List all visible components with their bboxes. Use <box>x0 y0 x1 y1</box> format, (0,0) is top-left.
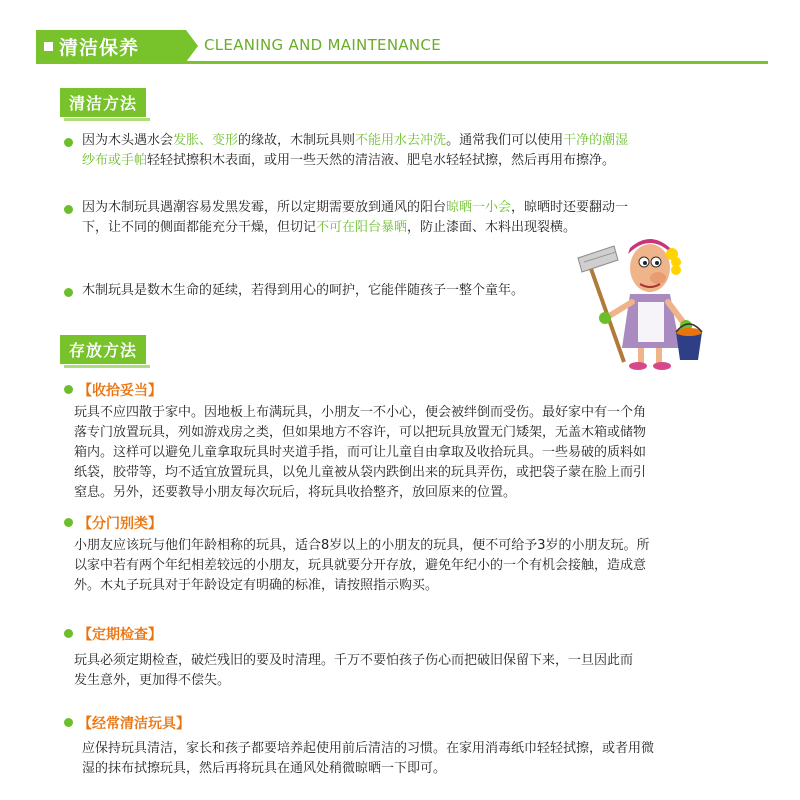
header-underline <box>36 61 768 64</box>
body-line: 纸袋，胶带等，均不适宜放置玩具，以免儿童被从袋内跌倒出来的玩具弄伤，或把袋子蒙在脸上而引 <box>74 465 647 480</box>
highlight-no-sun: 不可在阳台暴晒 <box>316 220 408 235</box>
cleaning-paragraph-2 <box>64 198 628 238</box>
highlight-air-dry: 晾晒一小会 <box>446 200 512 215</box>
cleaning-p2-line-1: 因为木制玩具遇潮容易发黑发霉，所以定期需要放到通风的阳台晾晒一小会，晾晒时还要翻动一 <box>82 200 629 215</box>
header-subtitle-en: CLEANING AND MAINTENANCE <box>204 36 441 54</box>
green-dot-icon <box>64 718 73 727</box>
cleaning-section-title: 清洁方法 <box>60 88 146 117</box>
body-line: 湿的抹布拭擦玩具，然后再将玩具在通风处稍微晾晒一下即可。 <box>82 761 447 776</box>
cleaning-p3-text: 木制玩具是数木生命的延续，若得到用心的呵护，它能伴随孩子一整个童年。 <box>82 283 525 298</box>
highlight-damp: 干净的潮湿 <box>563 133 629 148</box>
header-title: 清洁保养 <box>59 36 140 59</box>
green-dot-icon <box>64 138 73 147</box>
highlight-gauze: 纱布或手帕 <box>82 153 148 168</box>
cleaning-lady-cartoon <box>572 232 722 372</box>
section-header-bar <box>36 30 186 62</box>
cleaning-paragraph-3 <box>64 281 524 301</box>
body-line: 以家中若有两个年纪相差较远的小朋友，玩具就要分开存放，避免年纪小的一个有机会接触，造成意 <box>74 558 647 573</box>
body-line: 玩具必须定期检查，破烂残旧的要及时清理。千万不要怕孩子伤心而把破旧保留下来，一旦因此而 <box>74 653 634 668</box>
highlight-swell: 发胀、变形 <box>173 133 239 148</box>
cleaning-p2-line-2: 下，让不同的侧面都能充分干燥，但切记不可在阳台暴晒，防止漆面、木料出现裂横。 <box>82 220 577 235</box>
body-line: 外。木丸子玩具对于年龄设定有明确的标准，请按照指示购买。 <box>74 578 439 593</box>
storage-clean-body <box>82 739 654 779</box>
body-line: 发生意外，更加得不偿失。 <box>74 673 231 688</box>
green-dot-icon <box>64 288 73 297</box>
body-line: 落专门放置玩具，列如游戏房之类，但如果地方不容许，可以把玩具放置无门矮架，无盖木箱或储物 <box>74 425 647 440</box>
body-line: 箱内。这样可以避免儿童拿取玩具时夹道手指，而可让儿童自由拿取及收拾玩具。一些易破的质料如 <box>74 445 647 460</box>
storage-subhead-inspect: 【定期检查】 <box>64 624 162 644</box>
body-line: 应保持玩具清洁，家长和孩子都要培养起使用前后清洁的习惯。在家用消毒纸巾轻轻拭擦，或者用微 <box>82 741 655 756</box>
storage-subhead-tidy: 【收拾妥当】 <box>64 380 162 400</box>
header-arrow-icon <box>186 30 198 62</box>
storage-categorize-body <box>74 536 650 596</box>
storage-subhead-clean: 【经常清洁玩具】 <box>64 713 190 733</box>
body-line: 小朋友应该玩与他们年龄相称的玩具，适合8岁以上的小朋友的玩具，便不可给予3岁的小朋友玩。所 <box>74 538 650 553</box>
storage-inspect-body <box>74 651 633 691</box>
body-line: 玩具不应四散于家中。因地板上布满玩具，小朋友一不小心，便会被绊倒而受伤。最好家中有一个角 <box>74 405 647 420</box>
green-dot-icon <box>64 205 73 214</box>
highlight-no-water: 不能用水去冲洗 <box>355 133 447 148</box>
storage-tidy-body <box>74 403 646 503</box>
green-dot-icon <box>64 629 73 638</box>
green-dot-icon <box>64 518 73 527</box>
square-icon <box>44 42 53 51</box>
storage-section-title: 存放方法 <box>60 335 146 364</box>
cleaning-p1-line-1: 因为木头遇水会发胀、变形的缘故，木制玩具则不能用水去冲洗。通常我们可以使用干净的潮湿 <box>82 133 629 148</box>
green-dot-icon <box>64 385 73 394</box>
storage-subhead-categorize: 【分门别类】 <box>64 513 162 533</box>
cleaning-paragraph-1 <box>64 131 628 171</box>
cleaning-p1-line-2: 纱布或手帕轻轻拭擦积木表面，或用一些天然的清洁液、肥皂水轻轻拭擦，然后再用布擦净。 <box>82 153 616 168</box>
body-line: 窒息。另外，还要教导小朋友每次玩后，将玩具收拾整齐，放回原来的位置。 <box>74 485 517 500</box>
